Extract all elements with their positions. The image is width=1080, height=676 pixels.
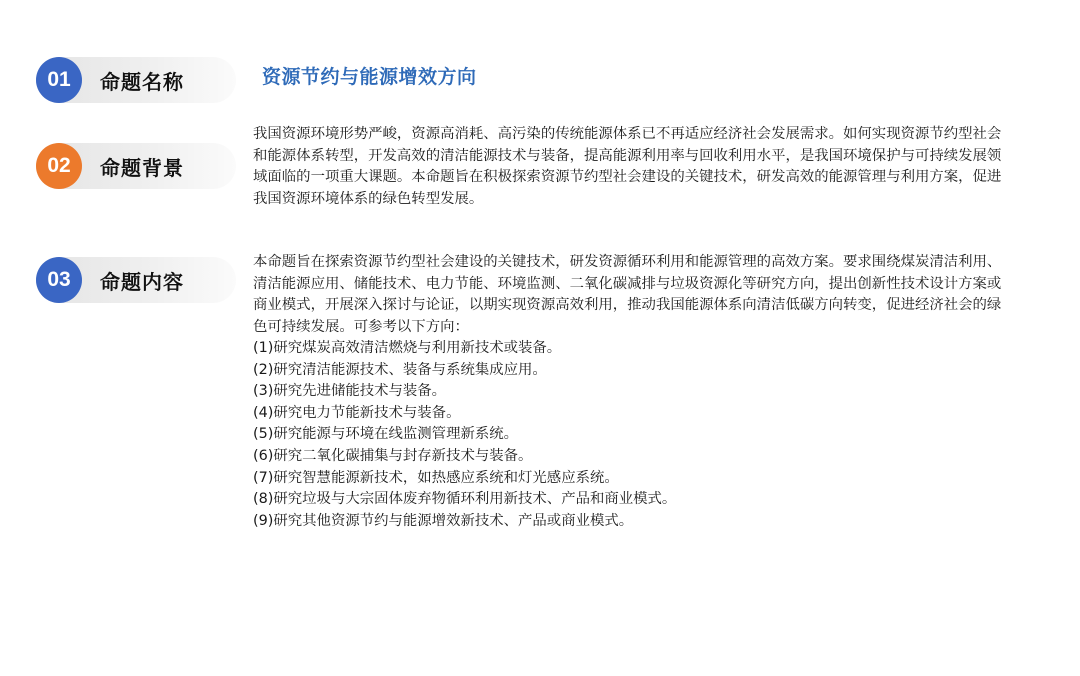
section-label-02 (36, 143, 236, 189)
list-item: (3)研究先进储能技术与装备。 (253, 383, 447, 400)
list-item: (4)研究电力节能新技术与装备。 (253, 404, 461, 421)
content-text: 本命题旨在探索资源节约型社会建设的关键技术，研发资源循环利用和能源管理的高效方案。要求围绕煤炭清洁利用、清洁能源应用、储能技术、电力节能、环境监测、二氧化碳减排与垃圾资源化等研究方向，提出创新性技术设计方案或商业模式，开展深入探讨与论证，以期实现资源高效利用，推动我国能源体系向清洁低碳方向转变，促进经济社会的绿色可持续发展。可参考以下方向： (253, 254, 1002, 335)
section-label-01 (36, 57, 236, 103)
section-number-badge: 02 (36, 143, 82, 189)
list-item: (7)研究智慧能源新技术，如热感应系统和灯光感应系统。 (253, 469, 619, 486)
list-item: (8)研究垃圾与大宗固体废弃物循环利用新技术、产品和商业模式。 (253, 491, 677, 508)
background-paragraph (253, 124, 1005, 210)
list-item: (6)研究二氧化碳捕集与封存新技术与装备。 (253, 447, 533, 464)
list-item: (2)研究清洁能源技术、装备与系统集成应用。 (253, 361, 547, 378)
background-text: 我国资源环境形势严峻，资源高消耗、高污染的传统能源体系已不再适应经济社会发展需求。如何实现资源节约型社会和能源体系转型，开发高效的清洁能源技术与装备，提高能源利用率与回收利用水平，是我国环境保护与可持续发展领域面临的一项重大课题。本命题旨在积极探索资源节约型社会建设的关键技术，研发高效的能源管理与利用方案，促进我国资源环境体系的绿色转型发展。 (253, 126, 1002, 207)
topic-title: 资源节约与能源增效方向 (262, 66, 477, 88)
list-item: (1)研究煤炭高效清洁燃烧与利用新技术或装备。 (253, 340, 562, 356)
section-label-text: 命题名称 (100, 69, 184, 94)
direction-list (253, 338, 1005, 532)
section-label-text: 命题背景 (100, 155, 184, 180)
content-section (253, 252, 1005, 532)
section-number-badge: 03 (36, 257, 82, 303)
list-item: (9)研究其他资源节约与能源增效新技术、产品或商业模式。 (253, 512, 634, 529)
section-label-03 (36, 257, 236, 303)
section-label-text: 命题内容 (100, 269, 184, 294)
section-number-badge: 01 (36, 57, 82, 103)
list-item: (5)研究能源与环境在线监测管理新系统。 (253, 426, 519, 443)
